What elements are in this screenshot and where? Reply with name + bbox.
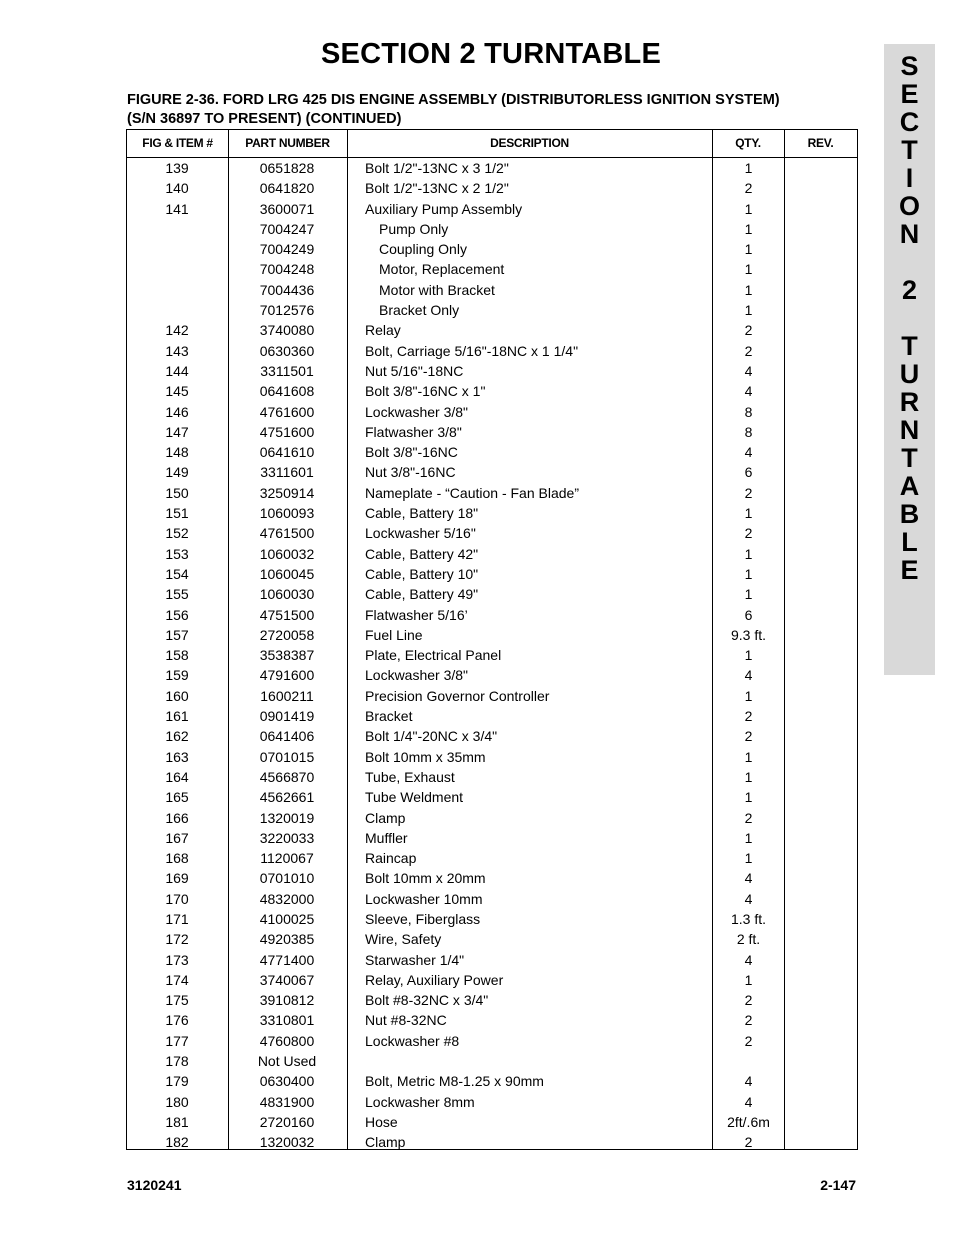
fig-item-cell: 181 (165, 1113, 189, 1130)
fig-item-cell: 171 (165, 910, 189, 927)
description-cell: Bolt 1/2"-13NC x 2 1/2" (365, 180, 509, 197)
fig-item-cell: 166 (165, 809, 189, 826)
part-number-cell: 0901419 (259, 708, 315, 725)
fig-item-cell: 143 (165, 342, 189, 359)
table-row (127, 1031, 857, 1051)
description-cell: Cable, Battery 49" (365, 586, 479, 603)
part-number-cell: 4761600 (259, 403, 315, 420)
part-number-cell: 4771400 (259, 951, 315, 968)
fig-item-cell: 165 (165, 789, 189, 806)
part-number-cell: 4751600 (259, 423, 315, 440)
section-title: SECTION 2 TURNTABLE (321, 38, 661, 70)
part-number-cell: 4760800 (259, 1032, 315, 1049)
part-number-cell: 7004436 (259, 281, 315, 298)
side-tab-letter: O (898, 191, 920, 221)
table-row (127, 868, 857, 888)
description-cell: Bolt 3/8"-16NC (365, 444, 458, 461)
part-number-cell: 2720058 (259, 626, 315, 643)
table-row (127, 1010, 857, 1030)
fig-item-cell: 177 (165, 1032, 189, 1049)
footer-page-number: 2-147 (820, 1177, 856, 1193)
description-cell: Sleeve, Fiberglass (365, 910, 481, 927)
fig-item-cell: 176 (165, 1012, 189, 1029)
side-tab-letter: B (899, 499, 920, 529)
qty-cell: 8 (744, 423, 753, 440)
qty-cell: 2 (744, 992, 753, 1009)
description-cell: Cable, Battery 10" (365, 565, 479, 582)
part-number-cell: 7004247 (259, 220, 315, 237)
table-body (127, 158, 857, 1153)
header-fig-item: FIG & ITEM # (142, 136, 213, 150)
table-row (127, 645, 857, 665)
description-cell: Plate, Electrical Panel (365, 647, 502, 664)
table-row (127, 970, 857, 990)
qty-cell: 1 (744, 241, 753, 258)
qty-cell: 4 (744, 870, 753, 887)
fig-item-cell: 152 (165, 525, 189, 542)
qty-cell: 1 (744, 261, 753, 278)
table-row (127, 808, 857, 828)
description-cell: Bracket Only (379, 302, 460, 319)
part-number-cell: 1060093 (259, 505, 315, 522)
description-cell: Precision Governor Controller (365, 687, 550, 704)
table-row (127, 564, 857, 584)
table-header-row (127, 130, 857, 158)
qty-cell: 1 (744, 829, 753, 846)
fig-item-cell: 144 (165, 362, 189, 379)
description-cell: Cable, Battery 42" (365, 545, 479, 562)
part-number-cell: 1060045 (259, 565, 315, 582)
fig-item-cell: 148 (165, 444, 189, 461)
table-row (127, 259, 857, 279)
part-number-cell: 4791600 (259, 667, 315, 684)
fig-item-cell: 174 (165, 971, 189, 988)
table-row (127, 747, 857, 767)
table-row (127, 422, 857, 442)
qty-cell: 2 ft. (736, 931, 761, 948)
side-tab-letter (884, 248, 935, 276)
qty-cell: 6 (744, 464, 753, 481)
part-number-cell: 3310801 (259, 1012, 315, 1029)
fig-item-cell: 172 (165, 931, 189, 948)
fig-item-cell: 159 (165, 667, 189, 684)
table-row (127, 381, 857, 401)
part-number-cell: 3600071 (259, 200, 315, 217)
description-cell: Wire, Safety (365, 931, 442, 948)
fig-item-cell: 175 (165, 992, 189, 1009)
description-cell: Tube, Exhaust (365, 768, 455, 785)
table-row (127, 219, 857, 239)
part-number-cell: 3250914 (259, 484, 315, 501)
side-tab-letters (884, 52, 935, 584)
footer-doc-number: 3120241 (127, 1177, 182, 1193)
description-cell: Starwasher 1/4" (365, 951, 465, 968)
side-tab-letter: I (905, 163, 914, 193)
fig-item-cell: 173 (165, 951, 189, 968)
qty-cell: 4 (744, 951, 753, 968)
qty-cell: 4 (744, 667, 753, 684)
table-row (127, 158, 857, 178)
description-cell: Lockwasher 5/16" (365, 525, 476, 542)
qty-cell: 1.3 ft. (730, 910, 767, 927)
qty-cell: 2 (744, 1134, 753, 1151)
qty-cell: 2 (744, 1012, 753, 1029)
table-row (127, 909, 857, 929)
qty-cell: 1 (744, 545, 753, 562)
description-cell: Auxiliary Pump Assembly (365, 200, 523, 217)
qty-cell: 1 (744, 220, 753, 237)
description-cell: Bolt 10mm x 20mm (365, 870, 486, 887)
fig-item-cell: 153 (165, 545, 189, 562)
description-cell: Bolt, Carriage 5/16"-18NC x 1 1/4" (365, 342, 579, 359)
qty-cell: 1 (744, 647, 753, 664)
qty-cell: 4 (744, 444, 753, 461)
part-number-cell: 4761500 (259, 525, 315, 542)
fig-item-cell: 168 (165, 850, 189, 867)
description-cell: Muffler (365, 829, 408, 846)
qty-cell: 2 (744, 708, 753, 725)
part-number-cell: 3311501 (260, 362, 314, 379)
qty-cell: 2 (744, 322, 753, 339)
qty-cell: 1 (744, 160, 753, 176)
part-number-cell: 0630360 (259, 342, 315, 359)
fig-item-cell: 139 (165, 160, 189, 176)
fig-item-cell: 179 (165, 1073, 189, 1090)
part-number-cell: 3538387 (259, 647, 315, 664)
fig-item-cell: 182 (165, 1134, 189, 1151)
description-cell: Relay (365, 322, 401, 339)
description-cell: Lockwasher 10mm (365, 890, 483, 907)
description-cell: Bolt 1/2"-13NC x 3 1/2" (365, 160, 509, 176)
qty-cell: 4 (744, 1073, 753, 1090)
description-cell: Cable, Battery 18" (365, 505, 479, 522)
qty-cell: 2 (744, 809, 753, 826)
description-cell: Pump Only (379, 220, 449, 237)
fig-item-cell: 146 (165, 403, 189, 420)
fig-item-cell: 149 (165, 464, 189, 481)
description-cell: Lockwasher 3/8" (365, 667, 469, 684)
table-row (127, 503, 857, 523)
qty-cell: 4 (744, 383, 753, 400)
qty-cell: 2 (744, 342, 753, 359)
side-tab-letter: 2 (901, 275, 918, 305)
side-tab-letter: E (900, 555, 919, 585)
table-row (127, 239, 857, 259)
part-number-cell: 3740080 (259, 322, 315, 339)
qty-cell: 4 (744, 362, 753, 379)
header-qty: QTY. (735, 136, 761, 150)
side-tab-letter: N (899, 415, 920, 445)
fig-item-cell: 161 (165, 708, 189, 725)
fig-item-cell: 147 (165, 423, 189, 440)
fig-item-cell: 180 (165, 1093, 189, 1110)
table-row (127, 300, 857, 320)
table-row (127, 544, 857, 564)
table-row (127, 686, 857, 706)
description-cell: Motor with Bracket (379, 281, 495, 298)
part-number-cell: 4832000 (259, 890, 315, 907)
header-description: DESCRIPTION (490, 136, 569, 150)
fig-item-cell: 141 (165, 200, 189, 217)
description-cell: Lockwasher #8 (365, 1032, 460, 1049)
qty-cell: 1 (744, 768, 753, 785)
part-number-cell: 3740067 (259, 971, 315, 988)
fig-item-cell: 151 (165, 505, 189, 522)
part-number-cell: 0641820 (259, 180, 315, 197)
side-tab-letter: U (899, 359, 920, 389)
fig-item-cell: 160 (165, 687, 189, 704)
part-number-cell: 0641608 (259, 383, 315, 400)
figure-title-line2: (S/N 36897 TO PRESENT) (CONTINUED) (127, 111, 402, 127)
description-cell: Clamp (365, 809, 406, 826)
description-cell: Bolt 1/4"-20NC x 3/4" (365, 728, 498, 745)
part-number-cell: 1060030 (259, 586, 315, 603)
part-number-cell: 3910812 (259, 992, 315, 1009)
part-number-cell: 1060032 (259, 545, 315, 562)
side-tab-letter: C (899, 107, 920, 137)
table-row (127, 402, 857, 422)
part-number-cell: 0641610 (259, 444, 315, 461)
table-row (127, 1112, 857, 1132)
table-row (127, 320, 857, 340)
part-number-cell: 0651828 (259, 160, 315, 176)
fig-item-cell: 145 (165, 383, 189, 400)
side-tab-letter: L (901, 527, 918, 557)
qty-cell: 2 (744, 1032, 753, 1049)
part-number-cell: 1320019 (259, 809, 315, 826)
part-number-cell: 4831900 (259, 1093, 315, 1110)
fig-item-cell: 178 (165, 1053, 189, 1070)
qty-cell: 8 (744, 403, 753, 420)
table-row (127, 1071, 857, 1091)
description-cell: Lockwasher 3/8" (365, 403, 469, 420)
qty-cell: 2 (744, 180, 753, 197)
qty-cell: 1 (744, 565, 753, 582)
description-cell: Fuel Line (365, 626, 423, 643)
table-row (127, 726, 857, 746)
fig-item-cell: 164 (165, 768, 189, 785)
part-number-cell: 4920385 (259, 931, 315, 948)
qty-cell: 2ft/.6m (727, 1113, 770, 1130)
part-number-cell: 7004248 (259, 261, 315, 278)
table-row (127, 665, 857, 685)
table-row (127, 523, 857, 543)
table-row (127, 828, 857, 848)
side-tab-letter: N (899, 219, 920, 249)
part-number-cell: 1600211 (260, 687, 314, 704)
part-number-cell: 1320032 (259, 1134, 315, 1151)
qty-cell: 2 (744, 484, 753, 501)
table-row (127, 1092, 857, 1112)
qty-cell: 2 (744, 525, 753, 542)
description-cell: Bolt 3/8"-16NC x 1" (365, 383, 486, 400)
table-row (127, 1132, 857, 1152)
table-row (127, 605, 857, 625)
part-number-cell: 7012576 (259, 302, 315, 319)
table-row (127, 848, 857, 868)
part-number-cell: 2720160 (259, 1113, 315, 1130)
header-rev: REV. (807, 136, 834, 150)
qty-cell: 1 (744, 748, 753, 765)
qty-cell: 9.3 ft. (730, 626, 767, 643)
figure-title-line1: FIGURE 2-36. FORD LRG 425 DIS ENGINE ASSEMBLY (DISTRIBUTORLESS IGNITION SYSTEM) (127, 92, 780, 108)
part-number-cell: 0641406 (259, 728, 315, 745)
description-cell: Bolt 10mm x 35mm (365, 748, 486, 765)
description-cell: Clamp (365, 1134, 406, 1151)
fig-item-cell: 162 (165, 728, 189, 745)
qty-cell: 4 (744, 1093, 753, 1110)
side-tab-letter: E (900, 79, 919, 109)
qty-cell: 2 (744, 728, 753, 745)
description-cell: Flatwasher 3/8" (365, 423, 462, 440)
fig-item-cell: 158 (165, 647, 189, 664)
qty-cell: 1 (744, 200, 753, 217)
table-row (127, 361, 857, 381)
description-cell: Nut #8-32NC (365, 1012, 447, 1029)
part-number-cell: 4562661 (259, 789, 315, 806)
part-number-cell: 4751500 (259, 606, 315, 623)
part-number-cell: 1120067 (260, 850, 314, 867)
side-tab-letter: T (901, 443, 918, 473)
table-row (127, 787, 857, 807)
parts-table (126, 129, 858, 1150)
part-number-cell: 4566870 (259, 768, 315, 785)
qty-cell: 1 (744, 971, 753, 988)
part-number-cell: 3220033 (259, 829, 315, 846)
qty-cell: 1 (744, 789, 753, 806)
side-tab-letter: T (901, 331, 918, 361)
table-row (127, 950, 857, 970)
description-cell: Raincap (365, 850, 417, 867)
qty-cell: 1 (744, 850, 753, 867)
table-row (127, 1051, 857, 1071)
fig-item-cell: 142 (165, 322, 189, 339)
description-cell: Nameplate - “Caution - Fan Blade” (365, 484, 579, 501)
part-number-cell: Not Used (257, 1053, 317, 1070)
table-row (127, 767, 857, 787)
part-number-cell: 0701015 (259, 748, 315, 765)
table-row (127, 706, 857, 726)
description-cell: Bracket (365, 708, 413, 725)
fig-item-cell: 140 (165, 180, 189, 197)
description-cell: Flatwasher 5/16’ (365, 606, 468, 623)
side-tab-letter: T (901, 135, 918, 165)
description-cell: Nut 3/8"-16NC (365, 464, 456, 481)
description-cell: Lockwasher 8mm (365, 1093, 475, 1110)
table-row (127, 889, 857, 909)
table-row (127, 990, 857, 1010)
side-tab-letter: R (899, 387, 920, 417)
description-cell: Tube Weldment (365, 789, 464, 806)
part-number-cell: 4100025 (259, 910, 315, 927)
table-row (127, 442, 857, 462)
side-tab-letter (884, 304, 935, 332)
description-cell: Nut 5/16"-18NC (365, 362, 464, 379)
part-number-cell: 7004249 (259, 241, 315, 258)
description-cell: Hose (365, 1113, 398, 1130)
description-cell: Coupling Only (379, 241, 467, 258)
fig-item-cell: 154 (165, 565, 189, 582)
figure-title (127, 91, 867, 129)
side-tab-letter: A (899, 471, 920, 501)
table-row (127, 483, 857, 503)
fig-item-cell: 170 (165, 890, 189, 907)
fig-item-cell: 155 (165, 586, 189, 603)
fig-item-cell: 150 (165, 484, 189, 501)
part-number-cell: 3311601 (260, 464, 314, 481)
table-row (127, 199, 857, 219)
qty-cell: 6 (744, 606, 753, 623)
table-row (127, 625, 857, 645)
side-tab-letter: S (900, 51, 919, 81)
description-cell: Bolt, Metric M8-1.25 x 90mm (365, 1073, 544, 1090)
description-cell: Relay, Auxiliary Power (365, 971, 504, 988)
qty-cell: 4 (744, 890, 753, 907)
qty-cell: 1 (744, 302, 753, 319)
fig-item-cell: 157 (165, 626, 189, 643)
fig-item-cell: 163 (165, 748, 189, 765)
table-row (127, 341, 857, 361)
table-row (127, 584, 857, 604)
section-side-tab (884, 44, 935, 675)
header-part-number: PART NUMBER (245, 136, 330, 150)
table-row (127, 462, 857, 482)
description-cell: Bolt #8-32NC x 3/4" (365, 992, 489, 1009)
part-number-cell: 0630400 (259, 1073, 315, 1090)
table-row (127, 178, 857, 198)
qty-cell: 1 (744, 505, 753, 522)
table-row (127, 929, 857, 949)
qty-cell: 1 (744, 586, 753, 603)
fig-item-cell: 167 (165, 829, 189, 846)
part-number-cell: 0701010 (259, 870, 315, 887)
table-row (127, 280, 857, 300)
qty-cell: 1 (744, 281, 753, 298)
fig-item-cell: 156 (165, 606, 189, 623)
qty-cell: 1 (744, 687, 753, 704)
description-cell: Motor, Replacement (379, 261, 505, 278)
fig-item-cell: 169 (165, 870, 189, 887)
